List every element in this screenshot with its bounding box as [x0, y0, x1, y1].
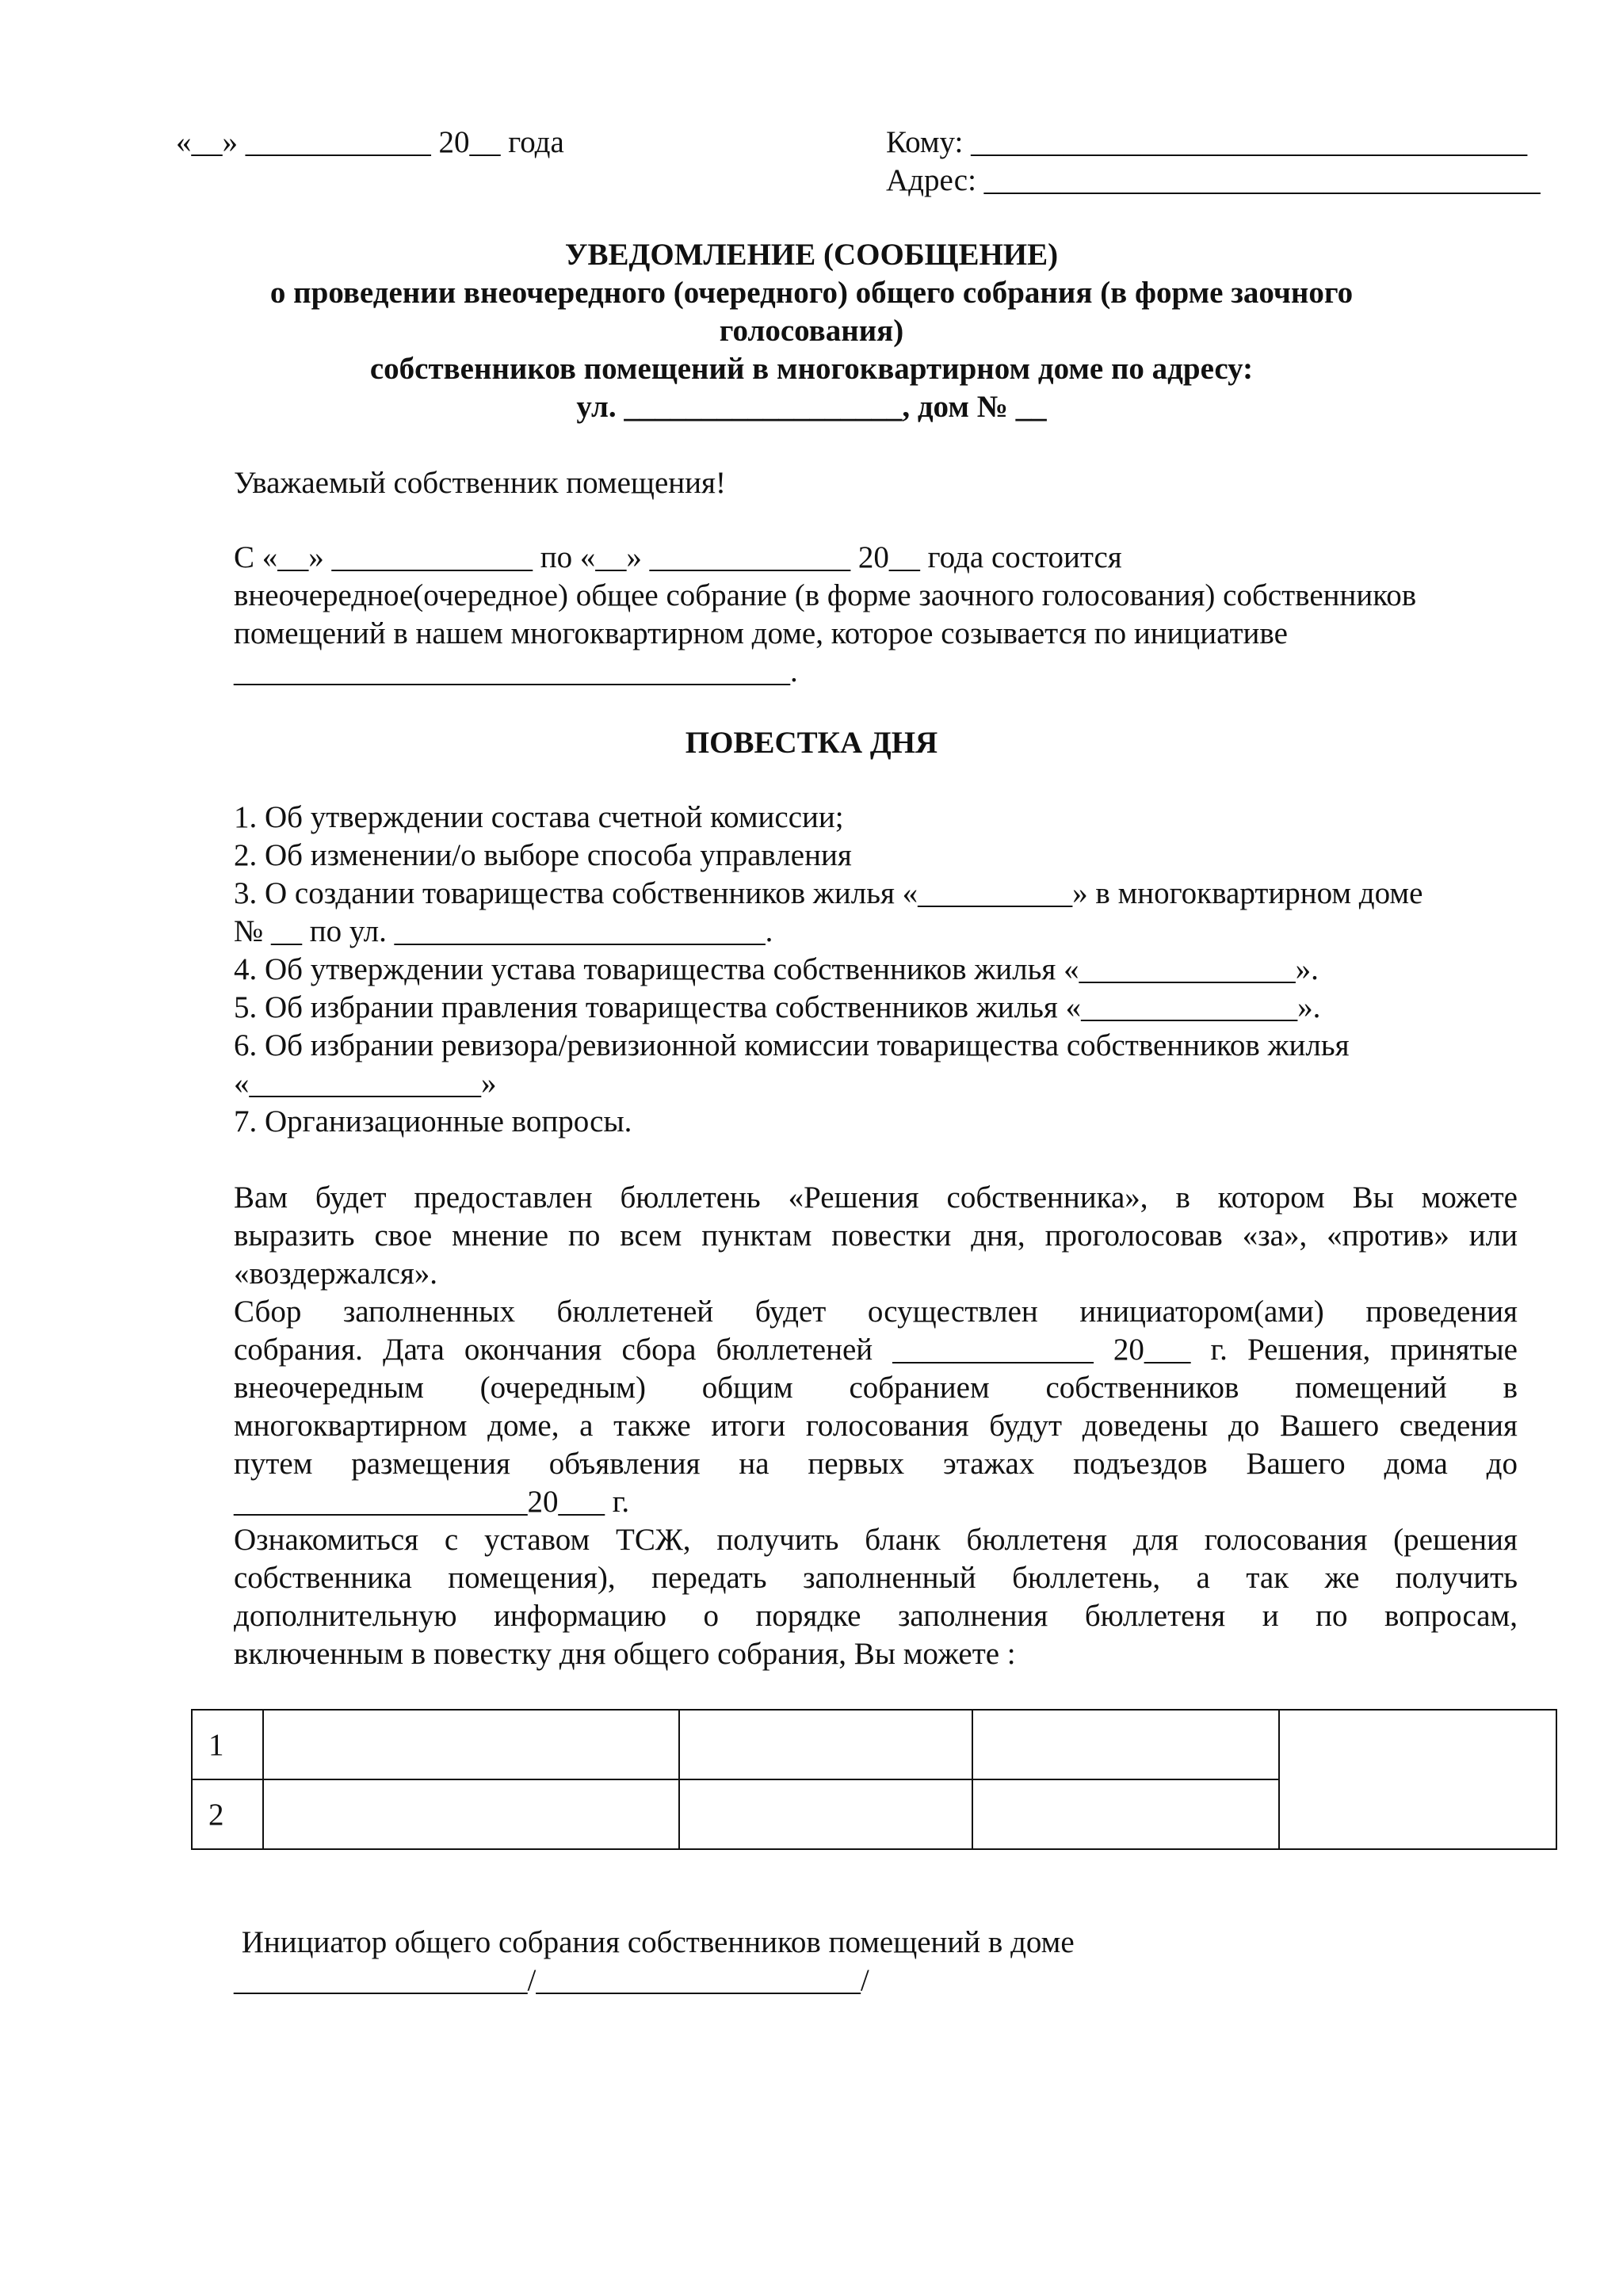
- paragraph-line: включенным в повестку дня общего собрания, Вы можете :: [234, 1637, 1016, 1671]
- agenda-item: 5. Об избрании правления товарищества собственников жилья «______________».: [234, 990, 1321, 1024]
- table-cell: [972, 1779, 1279, 1849]
- paragraph-line: ___________________20___ г.: [234, 1485, 630, 1519]
- agenda-item: 2. Об изменении/о выборе способа управления: [234, 838, 852, 872]
- title-subline-1: о проведении внеочередного (очередного) общего собрания (в форме заочного: [269, 276, 1354, 310]
- intro-line-4: ____________________________________.: [234, 654, 798, 688]
- intro-line-1: С «__» _____________ по «__» _____________ 20__ года состоится: [234, 540, 1122, 574]
- table-cell: [679, 1710, 972, 1779]
- table-cell: [263, 1779, 679, 1849]
- agenda-item: 6. Об избрании ревизора/ревизионной комиссии товарищества собственников жилья: [234, 1028, 1350, 1062]
- document-title: УВЕДОМЛЕНИЕ (СООБЩЕНИЕ): [564, 238, 1059, 272]
- agenda-item: «_______________»: [234, 1066, 497, 1100]
- intro-line-3: помещений в нашем многоквартирном доме, которое созывается по инициативе: [234, 616, 1288, 650]
- signature-caption: Инициатор общего собрания собственников помещений в доме: [234, 1925, 1075, 1959]
- paragraph-line: «воздержался».: [234, 1257, 438, 1291]
- paragraph-line: Сбор заполненных бюллетеней будет осуществлен инициатором(ами) проведения: [234, 1295, 1518, 1329]
- title-subline-2: голосования): [719, 314, 904, 348]
- row-number-cell: 1: [192, 1710, 263, 1779]
- intro-line-2: внеочередное(очередное) общее собрание (в форме заочного голосования) собственников: [234, 578, 1417, 612]
- paragraph-line: внеочередным (очередным) общим собранием собственников помещений в: [234, 1371, 1518, 1405]
- agenda-item: 1. Об утверждении состава счетной комиссии;: [234, 800, 844, 834]
- signature-line: ___________________/_____________________/: [234, 1963, 869, 1997]
- title-address-line: ул. __________________, дом № __: [576, 390, 1047, 424]
- agenda-heading: ПОВЕСТКА ДНЯ: [685, 726, 938, 760]
- agenda-item: 7. Организационные вопросы.: [234, 1104, 632, 1138]
- paragraph-line: путем размещения объявления на первых этажах подъездов Вашего дома до: [234, 1447, 1518, 1481]
- merged-table-cell: [1279, 1710, 1556, 1849]
- paragraph-line: многоквартирном доме, а также итоги голосования будут доведены до Вашего сведения: [234, 1409, 1518, 1443]
- table-cell: [263, 1710, 679, 1779]
- paragraph-line: выразить свое мнение по всем пунктам повестки дня, проголосовав «за», «против» или: [234, 1219, 1518, 1253]
- contacts-table: [191, 1709, 1557, 1850]
- table-cell: [972, 1710, 1279, 1779]
- agenda-item: № __ по ул. ________________________.: [234, 914, 773, 948]
- paragraph-line: Вам будет предоставлен бюллетень «Решения собственника», в котором Вы можете: [234, 1180, 1518, 1215]
- title-subline-3: собственников помещений в многоквартирном доме по адресу:: [369, 352, 1254, 386]
- greeting: Уважаемый собственник помещения!: [234, 466, 726, 500]
- recipient-line: Кому: ____________________________________: [886, 125, 1528, 159]
- address-line: Адрес: ____________________________________: [886, 163, 1541, 197]
- table-row: [192, 1710, 1556, 1779]
- paragraph-line: Ознакомиться с уставом ТСЖ, получить бланк бюллетеня для голосования (решения: [234, 1523, 1518, 1557]
- paragraph-line: собрания. Дата окончания сбора бюллетеней _____________ 20___ г. Решения, принятые: [234, 1333, 1518, 1367]
- row-number-cell: 2: [192, 1779, 263, 1849]
- table-cell: [679, 1779, 972, 1849]
- paragraph-line: собственника помещения), передать заполненный бюллетень, а так же получить: [234, 1561, 1518, 1595]
- agenda-item: 3. О создании товарищества собственников жилья «__________» в многоквартирном доме: [234, 876, 1423, 910]
- date-line: «__» ____________ 20__ года: [176, 125, 564, 159]
- paragraph-line: дополнительную информацию о порядке заполнения бюллетеня и по вопросам,: [234, 1599, 1518, 1633]
- agenda-item: 4. Об утверждении устава товарищества собственников жилья «______________».: [234, 952, 1319, 986]
